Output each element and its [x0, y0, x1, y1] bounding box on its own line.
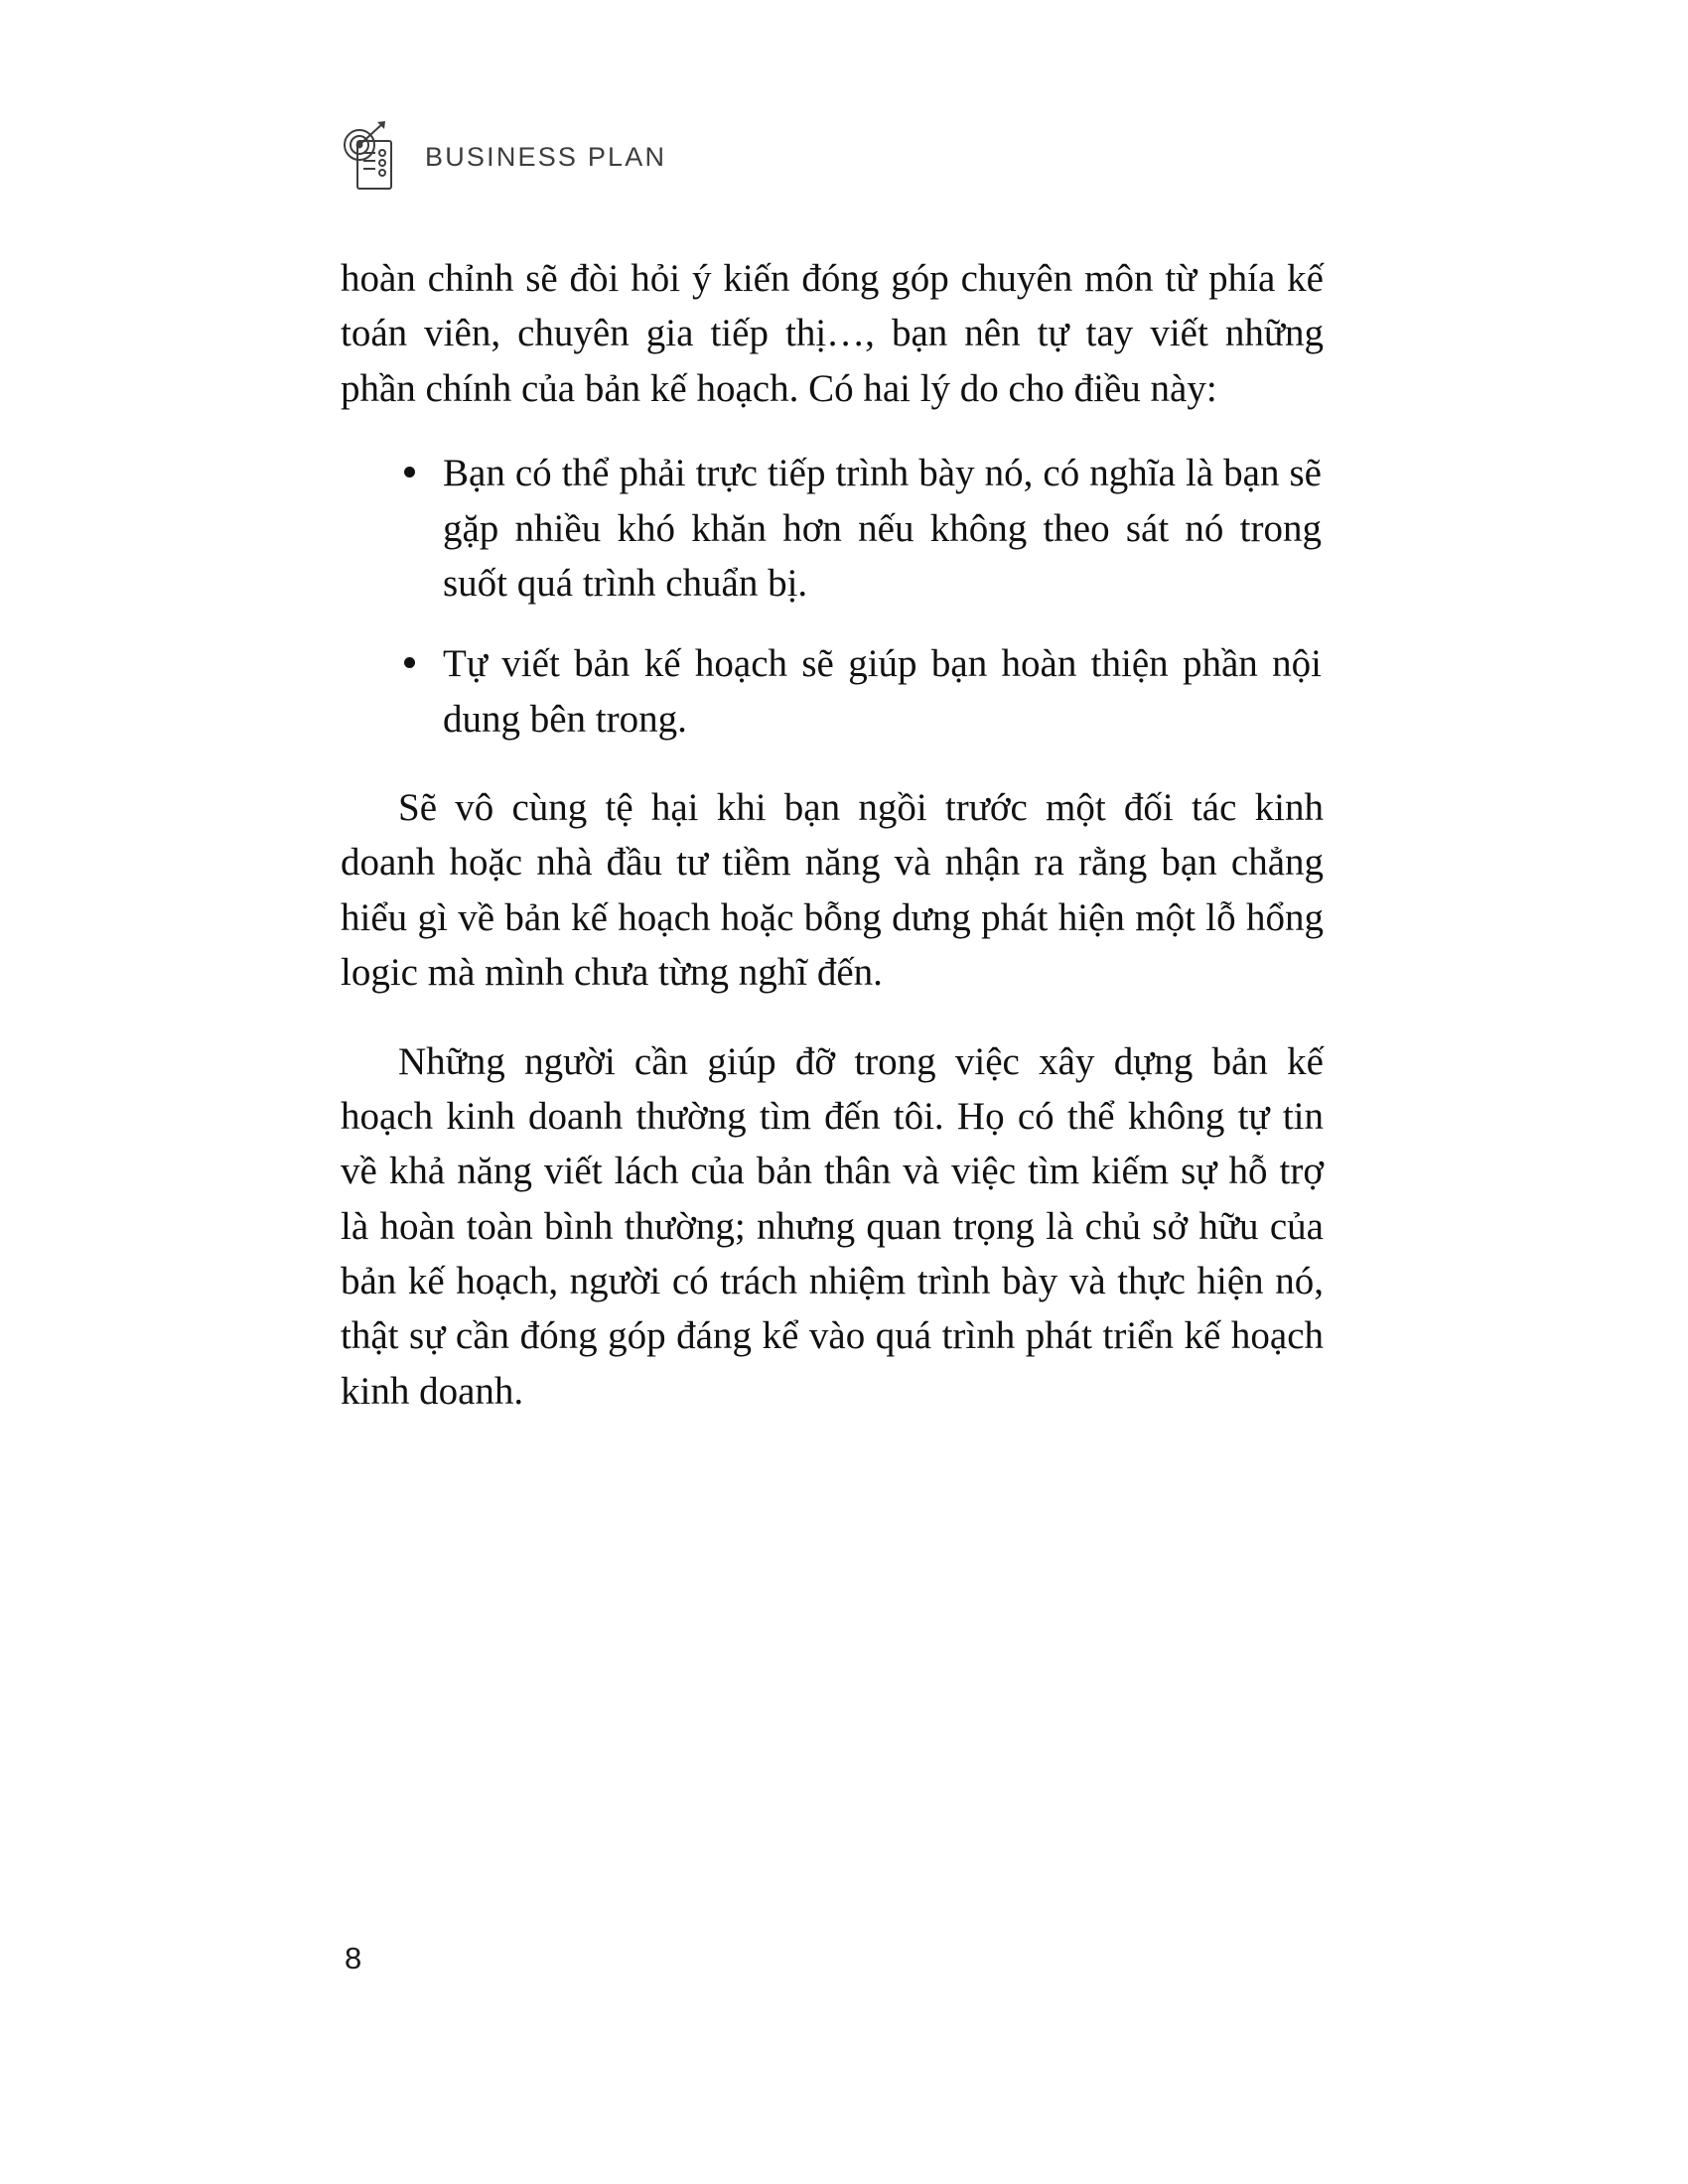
- paragraph-intro: hoàn chỉnh sẽ đòi hỏi ý kiến đóng góp chuyên môn từ phía kế toán viên, chuyên gia tiếp thị…, bạn nên tự tay viết những phần chính của bản kế hoạch. Có hai lý do cho điều này:: [341, 257, 1324, 410]
- page-number: 8: [345, 1941, 362, 1976]
- page-body: [341, 251, 1324, 1419]
- paragraph-second: Sẽ vô cùng tệ hại khi bạn ngồi trước một đối tác kinh doanh hoặc nhà đầu tư tiềm năng và nhận ra rằng bạn chẳng hiểu gì về bản kế hoạch hoặc bỗng dưng phát hiện một lỗ hổng logic mà mình chưa từng nghĩ đến.: [341, 786, 1324, 995]
- target-document-icon: [338, 119, 403, 195]
- list-item: [398, 446, 1322, 611]
- list-item-text: Bạn có thể phải trực tiếp trình bày nó, có nghĩa là bạn sẽ gặp nhiều khó khăn hơn nếu không theo sát nó trong suốt quá trình chuẩn bị.: [443, 452, 1322, 605]
- bullet-dot-icon: [404, 657, 415, 668]
- spacer: [341, 747, 1324, 780]
- paragraph-third: Những người cần giúp đỡ trong việc xây dựng bản kế hoạch kinh doanh thường tìm đến tôi. Họ có thể không tự tin về khả năng viết lách của bản thân và việc tìm kiếm sự hỗ trợ là hoàn toàn bình thường; nhưng quan trọng là chủ sở hữu của bản kế hoạch, người có trách nhiệm trình bày và thực hiện nó, thật sự cần đóng góp đáng kể vào quá trình phát triển kế hoạch kinh doanh.: [341, 1039, 1324, 1413]
- list-item: [398, 636, 1322, 747]
- running-header: [338, 119, 666, 195]
- bullet-dot-icon: [404, 467, 415, 478]
- header-title: BUSINESS PLAN: [425, 141, 667, 172]
- list-item-text: Tự viết bản kế hoạch sẽ giúp bạn hoàn thiện phần nội dung bên trong.: [443, 642, 1322, 741]
- bullet-list: [398, 446, 1322, 747]
- spacer: [341, 1001, 1324, 1034]
